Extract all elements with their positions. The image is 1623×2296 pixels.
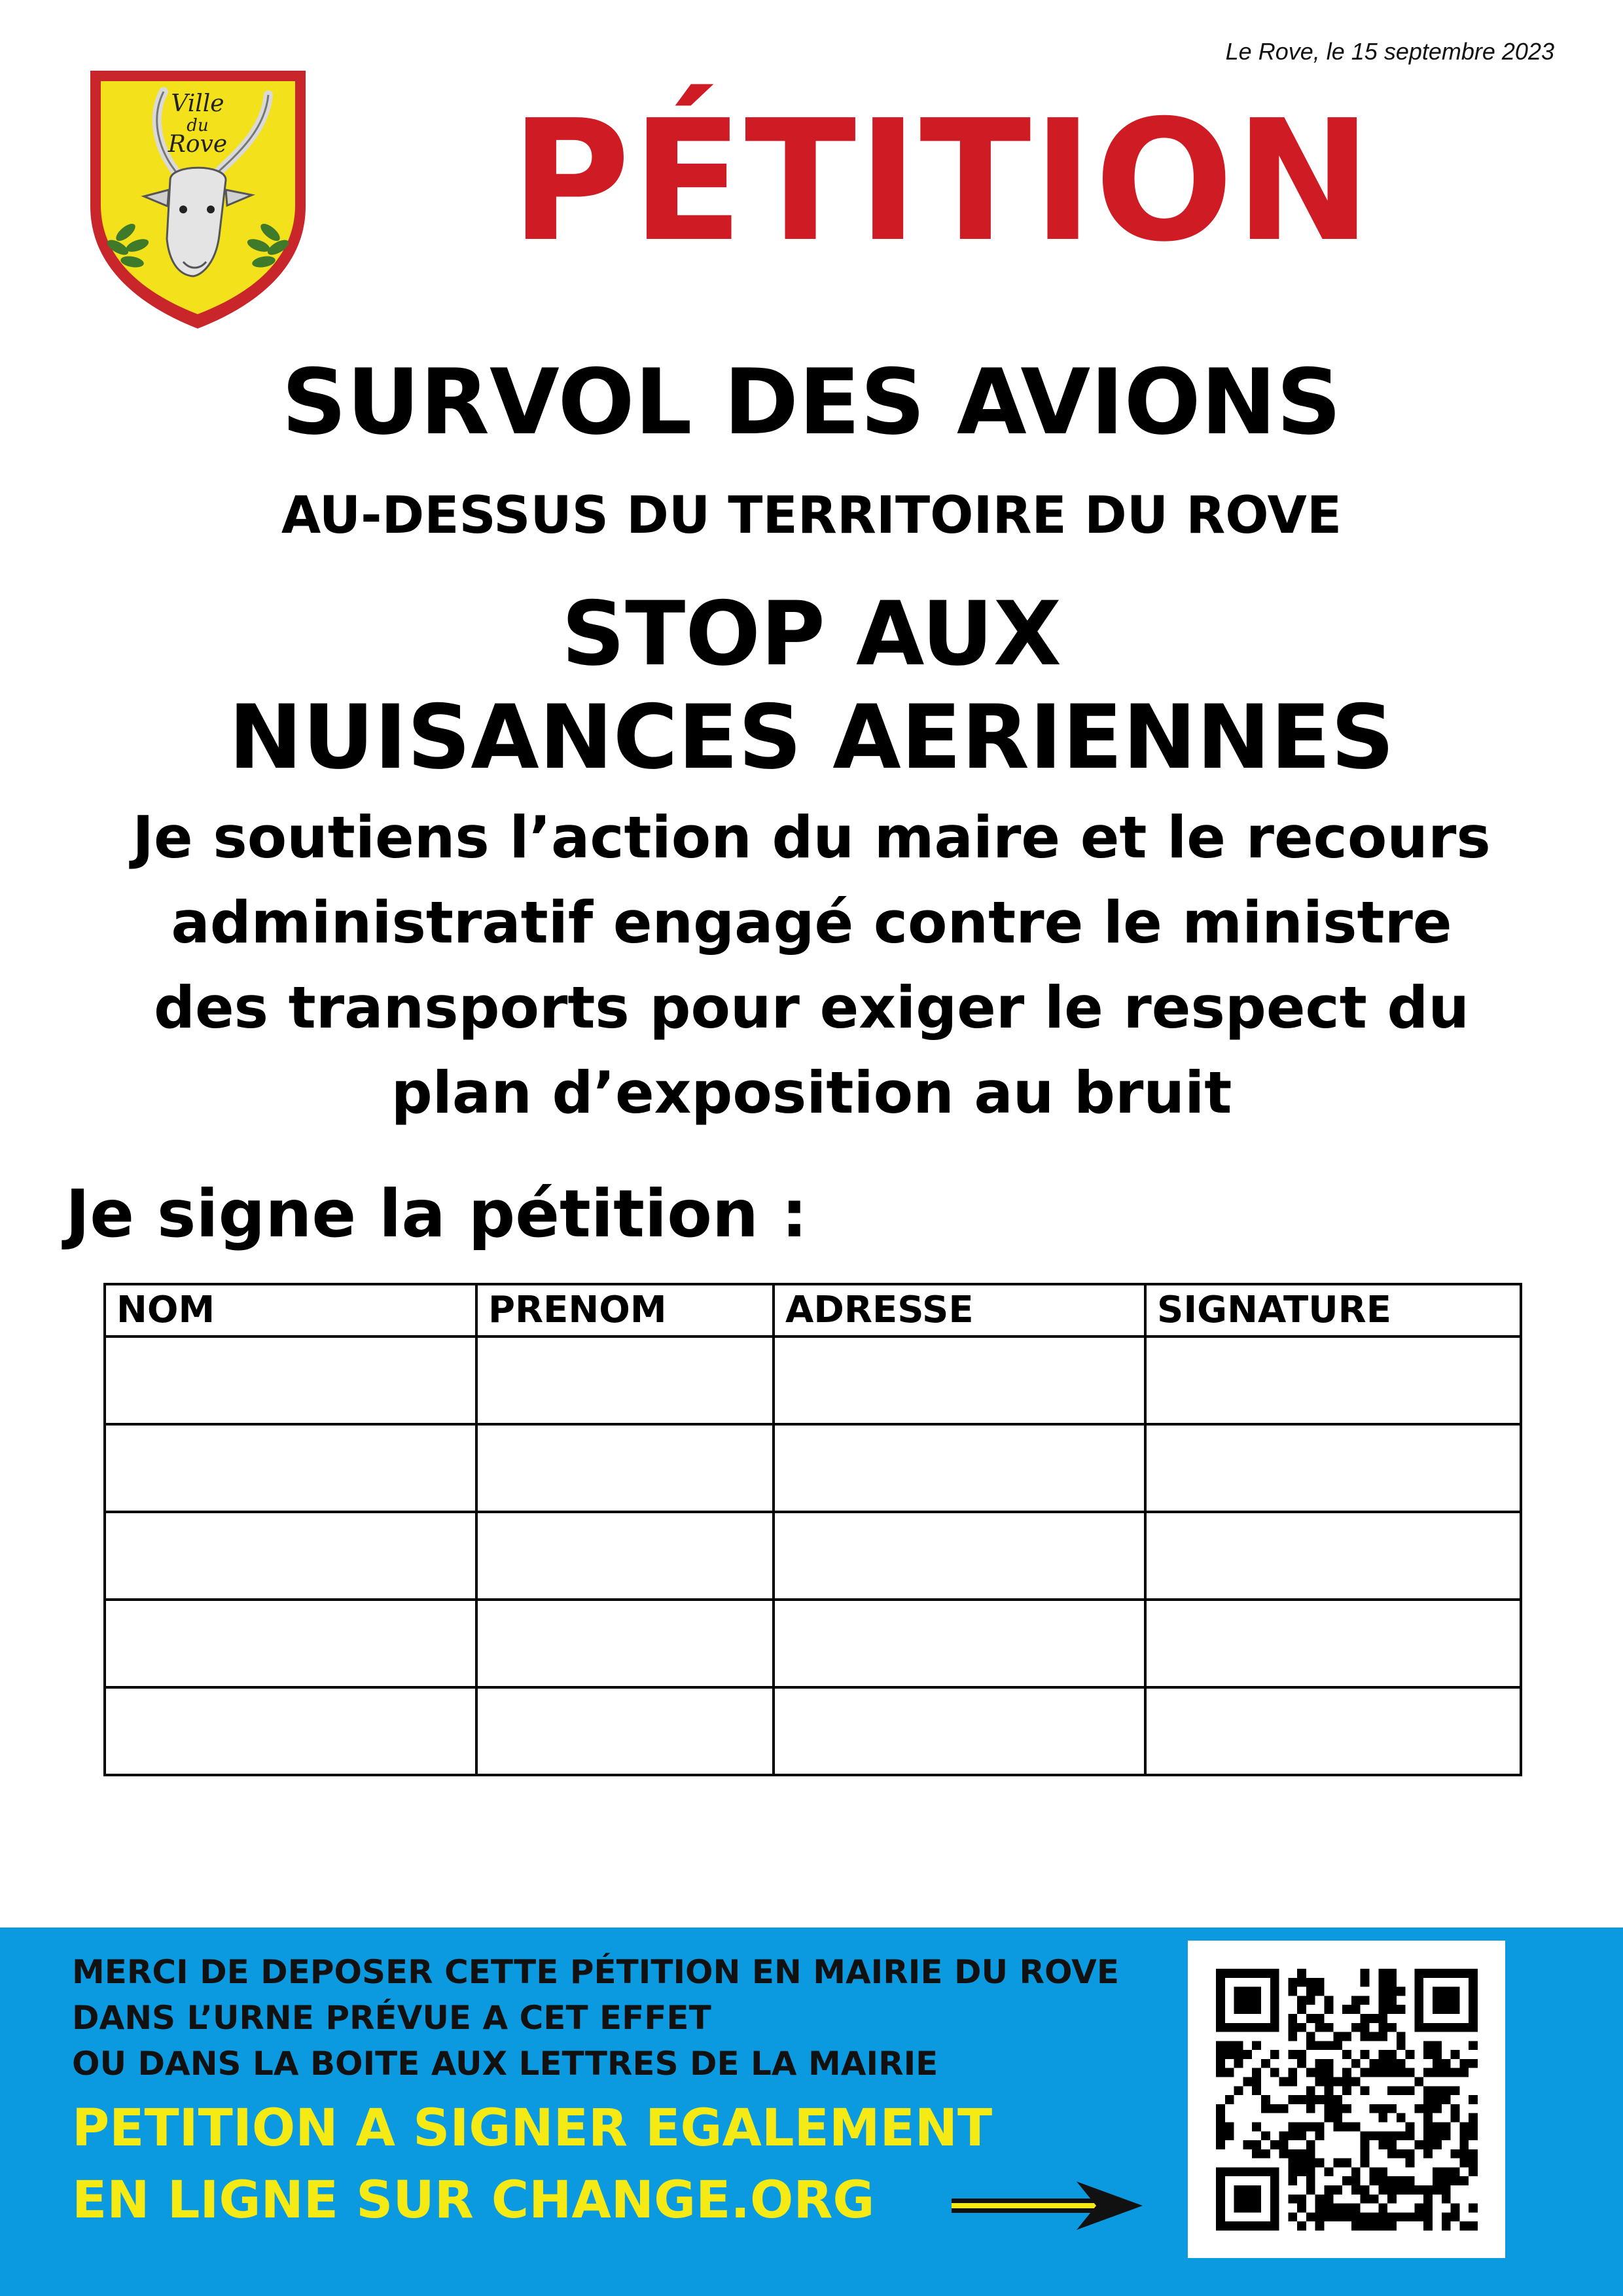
table-row	[105, 1336, 1521, 1424]
nom-cell[interactable]	[105, 1512, 476, 1600]
statement	[0, 795, 1623, 1136]
signature-cell[interactable]	[1145, 1512, 1521, 1600]
prenom-cell[interactable]	[476, 1687, 774, 1775]
adresse-cell[interactable]	[774, 1600, 1145, 1687]
signature-cell[interactable]	[1145, 1336, 1521, 1424]
adresse-cell[interactable]	[774, 1424, 1145, 1512]
prenom-cell[interactable]	[476, 1600, 774, 1687]
sign-label: Je signe la pétition :	[65, 1175, 808, 1252]
nom-cell[interactable]	[105, 1336, 476, 1424]
table-row	[105, 1687, 1521, 1775]
qr-code[interactable]	[1188, 1941, 1505, 2258]
headline: SURVOL DES AVIONS	[281, 350, 1342, 455]
prenom-cell[interactable]	[476, 1336, 774, 1424]
signature-table	[103, 1283, 1522, 1776]
footer-instruction: MERCI DE DEPOSER CETTE PÉTITION EN MAIRIE DU ROVE	[72, 1953, 1119, 1991]
table-row	[105, 1424, 1521, 1512]
slogan-line-2: NUISANCES AERIENNES	[228, 686, 1395, 789]
table-row	[105, 1512, 1521, 1600]
adresse-cell[interactable]	[774, 1336, 1145, 1424]
qr-code-pattern	[1216, 1969, 1478, 2231]
table-header-row	[105, 1284, 1521, 1336]
slogan-line-1: STOP AUX	[561, 583, 1062, 685]
column-header-nom: NOM	[105, 1284, 476, 1336]
slogan	[0, 583, 1623, 789]
nom-cell[interactable]	[105, 1687, 476, 1775]
signature-cell[interactable]	[1145, 1687, 1521, 1775]
arrow-right-icon	[949, 2176, 1145, 2235]
column-header-adresse: ADRESSE	[774, 1284, 1145, 1336]
page-title: PÉTITION	[510, 84, 1374, 279]
table-row	[105, 1600, 1521, 1687]
subheadline: AU-DESSUS DU TERRITOIRE DU ROVE	[281, 486, 1342, 545]
adresse-cell[interactable]	[774, 1687, 1145, 1775]
footer-online-line: PETITION A SIGNER EGALEMENT	[72, 2099, 993, 2158]
prenom-cell[interactable]	[476, 1424, 774, 1512]
crest-lettering-2: du	[187, 116, 209, 135]
prenom-cell[interactable]	[476, 1512, 774, 1600]
town-crest-logo	[85, 65, 311, 334]
footer-instruction: DANS L’URNE PRÉVUE A CET EFFET	[72, 1999, 711, 2037]
document-date: Le Rove, le 15 septembre 2023	[1225, 38, 1554, 65]
column-header-signature: SIGNATURE	[1145, 1284, 1521, 1336]
nom-cell[interactable]	[105, 1424, 476, 1512]
statement-line: des transports pour exiger le respect du	[153, 974, 1470, 1041]
signature-cell[interactable]	[1145, 1424, 1521, 1512]
statement-line: administratif engagé contre le ministre	[171, 889, 1452, 956]
signature-cell[interactable]	[1145, 1600, 1521, 1687]
crest-lettering-1: Ville	[171, 90, 224, 117]
statement-line: Je soutiens l’action du maire et le recours	[132, 804, 1491, 871]
footer-instruction: OU DANS LA BOITE AUX LETTRES DE LA MAIRIE	[72, 2045, 938, 2083]
adresse-cell[interactable]	[774, 1512, 1145, 1600]
crest-lettering-3: Rove	[168, 131, 228, 158]
nom-cell[interactable]	[105, 1600, 476, 1687]
statement-line: plan d’exposition au bruit	[391, 1059, 1232, 1126]
footer-online-line[interactable]: EN LIGNE SUR CHANGE.ORG	[72, 2171, 875, 2230]
column-header-prenom: PRENOM	[476, 1284, 774, 1336]
